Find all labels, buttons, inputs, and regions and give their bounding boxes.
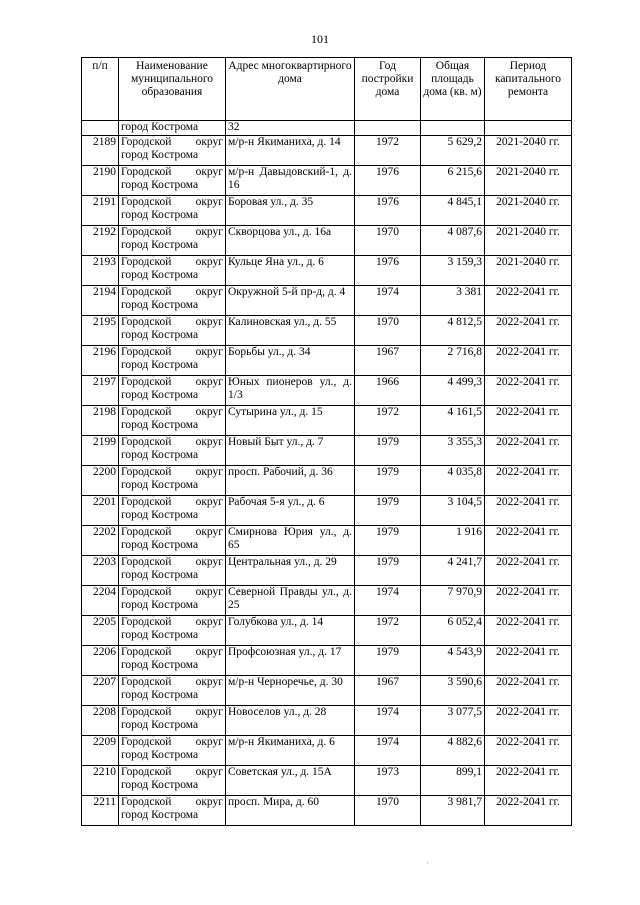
cell-period: 2022-2041 гг. <box>485 346 572 376</box>
cell-address: Смирнова Юрия ул., д. 65 <box>226 526 355 556</box>
table-row <box>82 166 572 196</box>
cell-year: 1972 <box>355 406 421 436</box>
cell-year: 1979 <box>355 466 421 496</box>
cell-area: 7 970,9 <box>421 586 485 616</box>
cell-municipality: Городской округ город Кострома <box>119 676 226 706</box>
cell-municipality: город Кострома <box>119 121 226 136</box>
table-row <box>82 526 572 556</box>
table-row <box>82 196 572 226</box>
cell-num: 2197 <box>82 376 119 406</box>
cell-address: Новый Быт ул., д. 7 <box>226 436 355 466</box>
cell-municipality: Городской округ город Кострома <box>119 556 226 586</box>
cell-num: 2200 <box>82 466 119 496</box>
table-header <box>82 58 572 121</box>
table-row <box>82 316 572 346</box>
cell-address: м/р-н Якиманиха, д. 6 <box>226 736 355 766</box>
cell-num: 2191 <box>82 196 119 226</box>
cell-num: 2189 <box>82 136 119 166</box>
table-row <box>82 406 572 436</box>
cell-area: 4 035,8 <box>421 466 485 496</box>
table-row <box>82 226 572 256</box>
cell-area: 4 161,5 <box>421 406 485 436</box>
cell-municipality: Городской округ город Кострома <box>119 316 226 346</box>
cell-area: 3 381 <box>421 286 485 316</box>
cell-area: 6 215,6 <box>421 166 485 196</box>
cell-year <box>355 121 421 136</box>
cell-period: 2021-2040 гг. <box>485 226 572 256</box>
cell-period: 2022-2041 гг. <box>485 706 572 736</box>
cell-municipality: Городской округ город Кострома <box>119 646 226 676</box>
cell-address: Калиновская ул., д. 55 <box>226 316 355 346</box>
cell-area: 5 629,2 <box>421 136 485 166</box>
cell-year: 1973 <box>355 766 421 796</box>
cell-period <box>485 121 572 136</box>
cell-area: 3 355,3 <box>421 436 485 466</box>
cell-area <box>421 121 485 136</box>
cell-period: 2022-2041 гг. <box>485 406 572 436</box>
cell-num: 2192 <box>82 226 119 256</box>
cell-area: 3 077,5 <box>421 706 485 736</box>
cell-municipality: Городской округ город Кострома <box>119 736 226 766</box>
cell-year: 1979 <box>355 436 421 466</box>
cell-municipality: Городской округ город Кострома <box>119 586 226 616</box>
table-row <box>82 136 572 166</box>
cell-municipality: Городской округ город Кострома <box>119 436 226 466</box>
cell-municipality: Городской округ город Кострома <box>119 256 226 286</box>
cell-area: 4 845,1 <box>421 196 485 226</box>
housing-registry-table <box>81 57 572 826</box>
cell-municipality: Городской округ город Кострома <box>119 796 226 826</box>
cell-address: 32 <box>226 121 355 136</box>
cell-municipality: Городской округ город Кострома <box>119 406 226 436</box>
cell-address: просп. Мира, д. 60 <box>226 796 355 826</box>
cell-num: 2202 <box>82 526 119 556</box>
cell-period: 2022-2041 гг. <box>485 436 572 466</box>
cell-period: 2022-2041 гг. <box>485 556 572 586</box>
cell-address: Боровая ул., д. 35 <box>226 196 355 226</box>
cell-num: 2204 <box>82 586 119 616</box>
cell-period: 2022-2041 гг. <box>485 736 572 766</box>
cell-municipality: Городской округ город Кострома <box>119 376 226 406</box>
table-row <box>82 586 572 616</box>
cell-address: Борьбы ул., д. 34 <box>226 346 355 376</box>
cell-period: 2022-2041 гг. <box>485 376 572 406</box>
cell-num: 2209 <box>82 736 119 766</box>
header-municipality: Наименование муниципального образования <box>119 58 226 121</box>
cell-num: 2195 <box>82 316 119 346</box>
cell-municipality: Городской округ город Кострома <box>119 226 226 256</box>
cell-year: 1967 <box>355 676 421 706</box>
cell-address: м/р-н Якиманиха, д. 14 <box>226 136 355 166</box>
cell-municipality: Городской округ город Кострома <box>119 766 226 796</box>
cell-address: Кульце Яна ул., д. 6 <box>226 256 355 286</box>
cell-num: 2199 <box>82 436 119 466</box>
cell-year: 1966 <box>355 376 421 406</box>
table-row <box>82 376 572 406</box>
cell-municipality: Городской округ город Кострома <box>119 466 226 496</box>
table-row <box>82 706 572 736</box>
cell-year: 1976 <box>355 196 421 226</box>
cell-address: м/р-н Давыдовский-1, д. 16 <box>226 166 355 196</box>
cell-period: 2022-2041 гг. <box>485 286 572 316</box>
cell-municipality: Городской округ город Кострома <box>119 526 226 556</box>
cell-area: 3 159,3 <box>421 256 485 286</box>
cell-num: 2198 <box>82 406 119 436</box>
cell-num: 2207 <box>82 676 119 706</box>
cell-municipality: Городской округ город Кострома <box>119 496 226 526</box>
cell-year: 1972 <box>355 136 421 166</box>
cell-year: 1972 <box>355 616 421 646</box>
table-row <box>82 556 572 586</box>
cell-address: Юных пионеров ул., д. 1/3 <box>226 376 355 406</box>
cell-period: 2021-2040 гг. <box>485 136 572 166</box>
table-row <box>82 286 572 316</box>
cell-period: 2022-2041 гг. <box>485 466 572 496</box>
cell-year: 1967 <box>355 346 421 376</box>
cell-address: Рабочая 5-я ул., д. 6 <box>226 496 355 526</box>
cell-area: 4 812,5 <box>421 316 485 346</box>
scan-mark: · <box>426 858 429 868</box>
table-row <box>82 436 572 466</box>
cell-period: 2022-2041 гг. <box>485 586 572 616</box>
cell-year: 1974 <box>355 736 421 766</box>
table-row <box>82 676 572 706</box>
header-year: Год постройки дома <box>355 58 421 121</box>
cell-area: 4 241,7 <box>421 556 485 586</box>
cell-area: 899,1 <box>421 766 485 796</box>
cell-num: 2210 <box>82 766 119 796</box>
cell-area: 3 590,6 <box>421 676 485 706</box>
cell-area: 1 916 <box>421 526 485 556</box>
cell-period: 2021-2040 гг. <box>485 196 572 226</box>
cell-year: 1979 <box>355 526 421 556</box>
table-row <box>82 796 572 826</box>
cell-period: 2022-2041 гг. <box>485 616 572 646</box>
header-num: п/п <box>82 58 119 121</box>
cell-year: 1970 <box>355 796 421 826</box>
page-number: 101 <box>311 32 329 46</box>
cell-municipality: Городской округ город Кострома <box>119 136 226 166</box>
cell-area: 4 087,6 <box>421 226 485 256</box>
table-row <box>82 256 572 286</box>
table-row <box>82 466 572 496</box>
cell-municipality: Городской округ город Кострома <box>119 616 226 646</box>
cell-address: Сутырина ул., д. 15 <box>226 406 355 436</box>
cell-address: Скворцова ул., д. 16а <box>226 226 355 256</box>
cell-year: 1974 <box>355 706 421 736</box>
cell-area: 3 104,5 <box>421 496 485 526</box>
table-row <box>82 766 572 796</box>
cell-num: 2194 <box>82 286 119 316</box>
cell-num: 2205 <box>82 616 119 646</box>
cell-num <box>82 121 119 136</box>
cell-address: Окружной 5-й пр-д, д. 4 <box>226 286 355 316</box>
cell-num: 2190 <box>82 166 119 196</box>
cell-municipality: Городской округ город Кострома <box>119 706 226 736</box>
table-row-continuation <box>82 121 572 136</box>
cell-period: 2022-2041 гг. <box>485 646 572 676</box>
cell-address: м/р-н Черноречье, д. 30 <box>226 676 355 706</box>
header-area: Общая площадь дома (кв. м) <box>421 58 485 121</box>
cell-period: 2022-2041 гг. <box>485 796 572 826</box>
cell-year: 1979 <box>355 646 421 676</box>
cell-year: 1979 <box>355 556 421 586</box>
cell-num: 2203 <box>82 556 119 586</box>
cell-area: 4 543,9 <box>421 646 485 676</box>
cell-address: Голубкова ул., д. 14 <box>226 616 355 646</box>
cell-address: Северной Правды ул., д. 25 <box>226 586 355 616</box>
cell-area: 4 499,3 <box>421 376 485 406</box>
cell-address: Центральная ул., д. 29 <box>226 556 355 586</box>
cell-year: 1970 <box>355 316 421 346</box>
cell-num: 2206 <box>82 646 119 676</box>
cell-address: Профсоюзная ул., д. 17 <box>226 646 355 676</box>
table-row <box>82 346 572 376</box>
cell-num: 2196 <box>82 346 119 376</box>
cell-year: 1976 <box>355 166 421 196</box>
cell-municipality: Городской округ город Кострома <box>119 346 226 376</box>
table-body <box>82 121 572 826</box>
table-row <box>82 736 572 766</box>
cell-year: 1974 <box>355 286 421 316</box>
cell-period: 2022-2041 гг. <box>485 676 572 706</box>
cell-municipality: Городской округ город Кострома <box>119 286 226 316</box>
cell-num: 2208 <box>82 706 119 736</box>
header-row <box>82 58 572 121</box>
cell-year: 1979 <box>355 496 421 526</box>
cell-municipality: Городской округ город Кострома <box>119 196 226 226</box>
cell-period: 2022-2041 гг. <box>485 496 572 526</box>
cell-num: 2193 <box>82 256 119 286</box>
header-address: Адрес многоквартирного дома <box>226 58 355 121</box>
cell-year: 1976 <box>355 256 421 286</box>
cell-period: 2022-2041 гг. <box>485 316 572 346</box>
table-row <box>82 496 572 526</box>
cell-year: 1970 <box>355 226 421 256</box>
header-period: Период капитального ремонта <box>485 58 572 121</box>
table-row <box>82 646 572 676</box>
cell-address: Советская ул., д. 15А <box>226 766 355 796</box>
cell-period: 2021-2040 гг. <box>485 256 572 286</box>
cell-address: просп. Рабочий, д. 36 <box>226 466 355 496</box>
cell-period: 2021-2040 гг. <box>485 166 572 196</box>
cell-year: 1974 <box>355 586 421 616</box>
cell-num: 2211 <box>82 796 119 826</box>
cell-area: 4 882,6 <box>421 736 485 766</box>
cell-area: 6 052,4 <box>421 616 485 646</box>
cell-address: Новоселов ул., д. 28 <box>226 706 355 736</box>
cell-period: 2022-2041 гг. <box>485 766 572 796</box>
cell-num: 2201 <box>82 496 119 526</box>
cell-area: 3 981,7 <box>421 796 485 826</box>
table-row <box>82 616 572 646</box>
cell-municipality: Городской округ город Кострома <box>119 166 226 196</box>
cell-period: 2022-2041 гг. <box>485 526 572 556</box>
cell-area: 2 716,8 <box>421 346 485 376</box>
